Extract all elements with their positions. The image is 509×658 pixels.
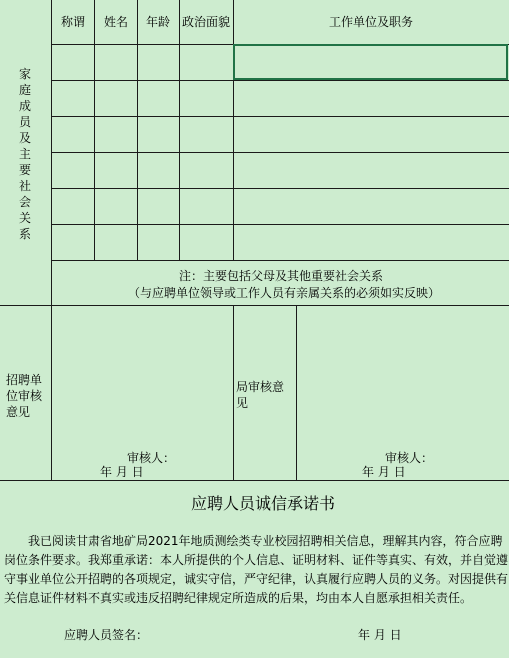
bureau-reviewer-label: 审核人： <box>385 451 434 465</box>
unit-reviewer-label: 审核人： <box>127 451 176 465</box>
grid-line <box>137 0 138 260</box>
grid-line <box>51 188 509 189</box>
grid-line <box>51 116 509 117</box>
bureau-review-label: 局审核意见 <box>236 380 285 410</box>
bureau-review-date: 年 月 日 <box>362 465 406 479</box>
unit-review-label: 招聘单位审核意见 <box>6 373 43 419</box>
grid-line <box>51 80 509 81</box>
family-cell[interactable] <box>180 45 233 80</box>
signature-label: 应聘人员签名： <box>64 628 149 642</box>
column-header-age: 年龄 <box>146 15 171 29</box>
grid-line <box>233 305 234 480</box>
family-cell[interactable] <box>52 45 94 80</box>
grid-line <box>51 224 509 225</box>
column-header-title: 称谓 <box>61 15 86 29</box>
selected-cell[interactable] <box>233 44 508 80</box>
grid-line <box>233 0 234 260</box>
grid-line <box>179 0 180 260</box>
grid-line <box>51 260 509 261</box>
pledge-body: 我已阅读甘肃省地矿局2021年地质测绘类专业校园招聘相关信息，理解其内容，符合应聘岗位条件要求。我郑重承诺：本人所提供的个人信息、证明材料、证件等真实、有效，并自觉遵守事业单位公开招聘的各项规定，诚实守信，严守纪律，认真履行应聘人员的义务。对因提供有关信息证件材料不真实或违反招聘纪律规定所造成的后果，均由本人自愿承担相关责任。 <box>4 534 509 605</box>
grid-line <box>296 305 297 480</box>
grid-line <box>0 305 509 306</box>
family-cell[interactable] <box>95 45 137 80</box>
unit-review-date: 年 月 日 <box>100 465 144 479</box>
grid-line <box>94 0 95 260</box>
column-header-employer-position: 工作单位及职务 <box>329 15 414 29</box>
family-cell[interactable] <box>138 45 179 80</box>
column-header-name: 姓名 <box>104 15 129 29</box>
family-note-line1: 注：主要包括父母及其他重要社会关系 <box>179 269 384 283</box>
signature-date: 年 月 日 <box>358 628 402 642</box>
family-note-line2: （与应聘单位领导或工作人员有亲属关系的必须如实反映） <box>128 286 441 300</box>
grid-line <box>0 480 509 481</box>
grid-line <box>51 152 509 153</box>
column-header-political-status: 政治面貌 <box>182 15 231 29</box>
pledge-title: 应聘人员诚信承诺书 <box>191 494 336 513</box>
family-section-label: 家庭成员及主要社会关系 <box>18 67 31 241</box>
